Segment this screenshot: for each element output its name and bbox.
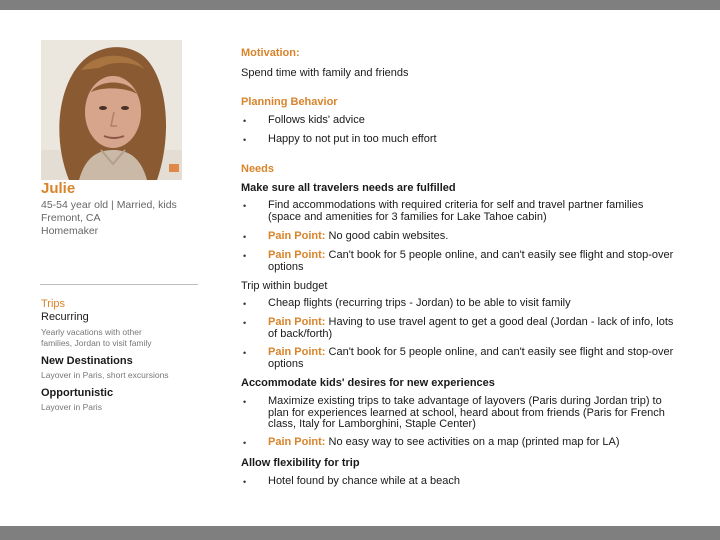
- pain-point-label: Pain Point:: [268, 230, 326, 242]
- needs-g2-item-1: Cheap flights (recurring trips - Jordan) to be able to visit family: [268, 297, 571, 309]
- needs-bullet: •: [243, 201, 247, 211]
- persona-name: Julie: [41, 180, 76, 197]
- planning-bullet-1: •: [243, 116, 247, 126]
- top-bar: [0, 0, 720, 10]
- pain-point-label: Pain Point:: [268, 346, 326, 358]
- persona-occupation: Homemaker: [41, 225, 99, 237]
- needs-bullet: •: [243, 477, 247, 487]
- new-destinations-section: [41, 355, 221, 381]
- needs-g3-item-2: [268, 437, 678, 449]
- new-destinations-title: New Destinations: [41, 355, 133, 367]
- motivation-label: Motivation:: [241, 47, 300, 59]
- recurring-desc-line-1: Yearly vacations with other: [41, 327, 142, 337]
- recurring-title: Recurring: [41, 311, 89, 323]
- needs-g1-item-3-text: Can't book for 5 people online, and can't easily see flight and stop-over options: [268, 249, 674, 273]
- needs-bullet: •: [243, 251, 247, 261]
- pain-point-label: Pain Point:: [268, 316, 326, 328]
- needs-g2-item-2-text: Having to use travel agent to get a good deal (Jordan - lack of info, lots of back/forth): [268, 316, 674, 340]
- bottom-bar: [0, 526, 720, 540]
- needs-bullet: •: [243, 318, 247, 328]
- needs-group-3-title: Accommodate kids' desires for new experiences: [241, 377, 495, 389]
- planning-bullet-2: •: [243, 135, 247, 145]
- needs-g2-item-2: [268, 317, 678, 340]
- needs-label: Needs: [241, 163, 275, 175]
- trips-title: Trips: [41, 298, 66, 310]
- needs-bullet: •: [243, 438, 247, 448]
- new-destinations-desc: Layover in Paris, short excursions: [41, 370, 169, 380]
- persona-age-family: 45-54 year old | Married, kids: [41, 199, 177, 211]
- needs-group-1-title: Make sure all travelers needs are fulfilled: [241, 182, 456, 194]
- pain-point-label: Pain Point:: [268, 249, 326, 261]
- needs-bullet: •: [243, 397, 247, 407]
- recurring-desc: [41, 327, 221, 349]
- needs-group-4-title: Allow flexibility for trip: [241, 457, 360, 469]
- opportunistic-title: Opportunistic: [41, 387, 114, 399]
- needs-bullet: •: [243, 299, 247, 309]
- needs-g3-item-1: Maximize existing trips to take advantage of layovers (Paris during Jordan trip) to plan for experiences learned at school, heard about from friends (Paris for French class, Italy for Lamborghini, Staple Center): [268, 395, 665, 430]
- needs-g1-item-2: [268, 231, 678, 243]
- planning-label: Planning Behavior: [241, 96, 338, 108]
- motivation-text: Spend time with family and friends: [241, 67, 409, 79]
- persona-photo: [41, 40, 182, 180]
- persona-location: Fremont, CA: [41, 212, 101, 224]
- needs-g2-item-3-text: Can't book for 5 people online, and can't easily see flight and stop-over options: [268, 346, 674, 370]
- needs-bullet: •: [243, 232, 247, 242]
- needs-g1-item-3: [268, 250, 678, 273]
- needs-g3-item-2-text: No easy way to see activities on a map (printed map for LA): [325, 436, 620, 448]
- needs-g2-item-3: [268, 347, 678, 370]
- needs-g4-item-1: Hotel found by chance while at a beach: [268, 475, 461, 487]
- trips-section: [41, 298, 221, 349]
- pain-point-label: Pain Point:: [268, 436, 326, 448]
- sidebar-divider: [40, 284, 198, 285]
- recurring-desc-line-2: families, Jordan to visit family: [41, 338, 152, 348]
- needs-g1-item-1: Find accommodations with required criteria for self and travel partner families (space and amenities for 3 families for Lake Tahoe cabin): [268, 199, 644, 223]
- planning-item-2: Happy to not put in too much effort: [268, 133, 437, 145]
- needs-bullet: •: [243, 348, 247, 358]
- opportunistic-section: [41, 387, 221, 413]
- planning-item-1: Follows kids' advice: [268, 114, 365, 126]
- needs-group-2-title: Trip within budget: [241, 280, 328, 292]
- opportunistic-desc: Layover in Paris: [41, 402, 102, 412]
- needs-g1-item-2-text: No good cabin websites.: [325, 230, 449, 242]
- persona-demographics: [41, 199, 177, 238]
